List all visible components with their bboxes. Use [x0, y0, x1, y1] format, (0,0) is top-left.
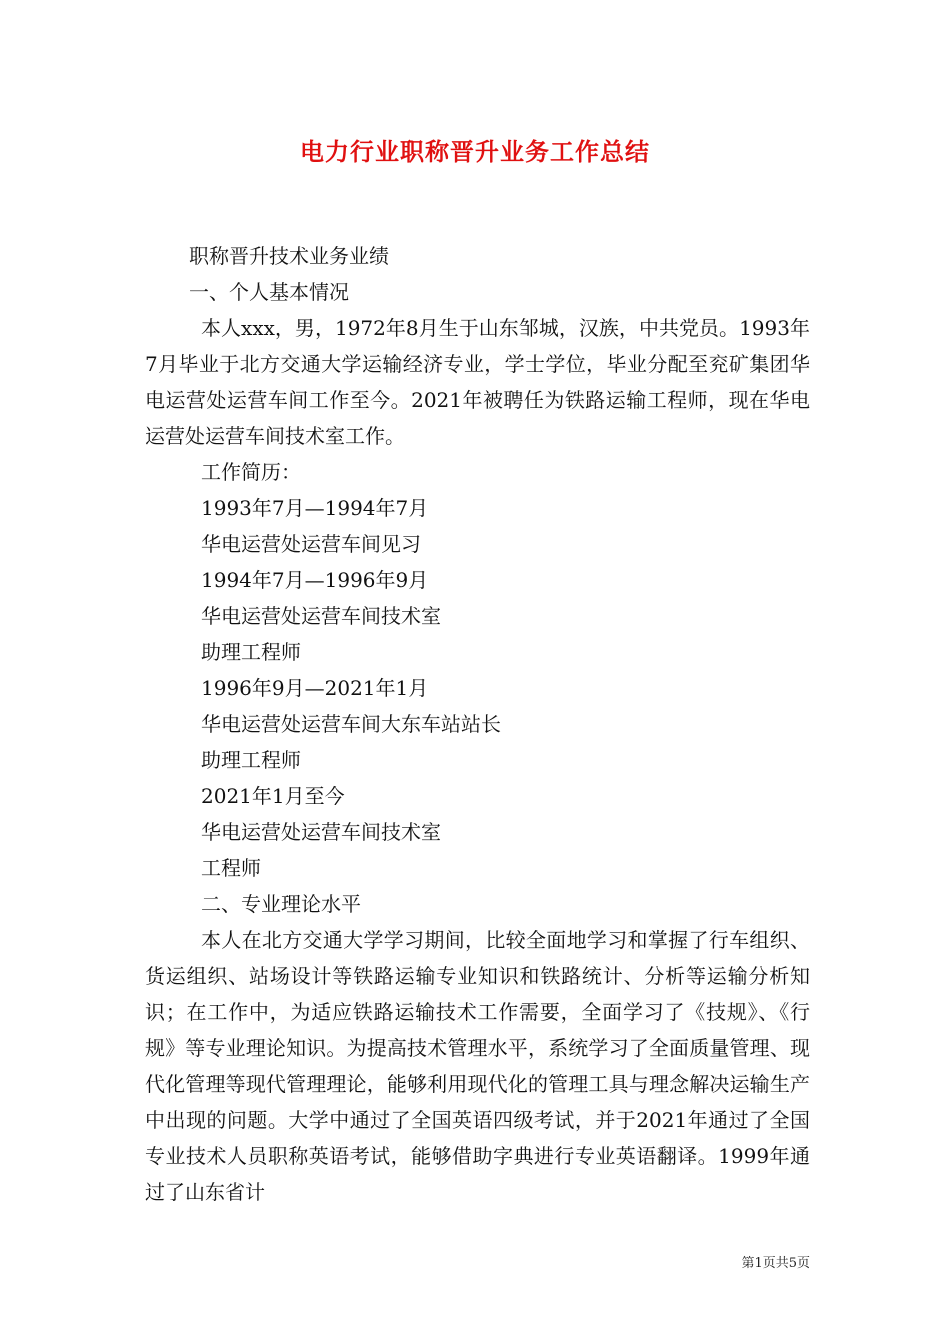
document-subtitle: 职称晋升技术业务业绩 — [189, 244, 389, 268]
work-history-item: 1994年7月—1996年9月 — [201, 568, 429, 592]
work-history-item: 华电运营处运营车间技术室 — [201, 604, 441, 628]
work-history-item: 1993年7月—1994年7月 — [201, 496, 429, 520]
section-heading-personal-info: 一、个人基本情况 — [189, 280, 349, 304]
work-history-item: 助理工程师 — [201, 640, 301, 664]
work-history-item: 助理工程师 — [201, 748, 301, 772]
work-history-item: 1996年9月—2021年1月 — [201, 676, 429, 700]
document-body — [145, 238, 810, 1210]
work-history-item: 华电运营处运营车间见习 — [201, 532, 421, 556]
document-title: 电力行业职称晋升业务工作总结 — [300, 137, 650, 166]
page-indicator: 第1页共5页 — [741, 1256, 810, 1271]
theory-paragraph: 本人在北方交通大学学习期间，比较全面地学习和掌握了行车组织、货运组织、站场设计等铁路运输专业知识和铁路统计、分析等运输分析知识；在工作中，为适应铁路运输技术工作需要，全面学习了《技规》、《行规》等专业理论知识。为提高技术管理水平，系统学习了全面质量管理、现代化管理等现代管理理论，能够利用现代化的管理工具与理念解决运输生产中出现的问题。大学中通过了全国英语四级考试，并于2021年通过了全国专业技术人员职称英语考试，能够借助字典进行专业英语翻译。1999年通过了山东省计 — [145, 928, 810, 1204]
intro-paragraph: 本人xxx，男，1972年8月生于山东邹城，汉族，中共党员。1993年7月毕业于北方交通大学运输经济专业，学士学位，毕业分配至兖矿集团华电运营处运营车间工作至今。2021年被聘任为铁路运输工程师，现在华电运营处运营车间技术室工作。 — [145, 316, 810, 448]
work-history-item: 2021年1月至今 — [201, 784, 345, 808]
work-history-item: 工程师 — [201, 856, 261, 880]
section-heading-theory: 二、专业理论水平 — [201, 892, 361, 916]
work-history-item: 华电运营处运营车间技术室 — [201, 820, 441, 844]
work-history-list — [145, 490, 810, 886]
work-history-label: 工作简历： — [201, 460, 301, 484]
work-history-item: 华电运营处运营车间大东车站站长 — [201, 712, 501, 736]
